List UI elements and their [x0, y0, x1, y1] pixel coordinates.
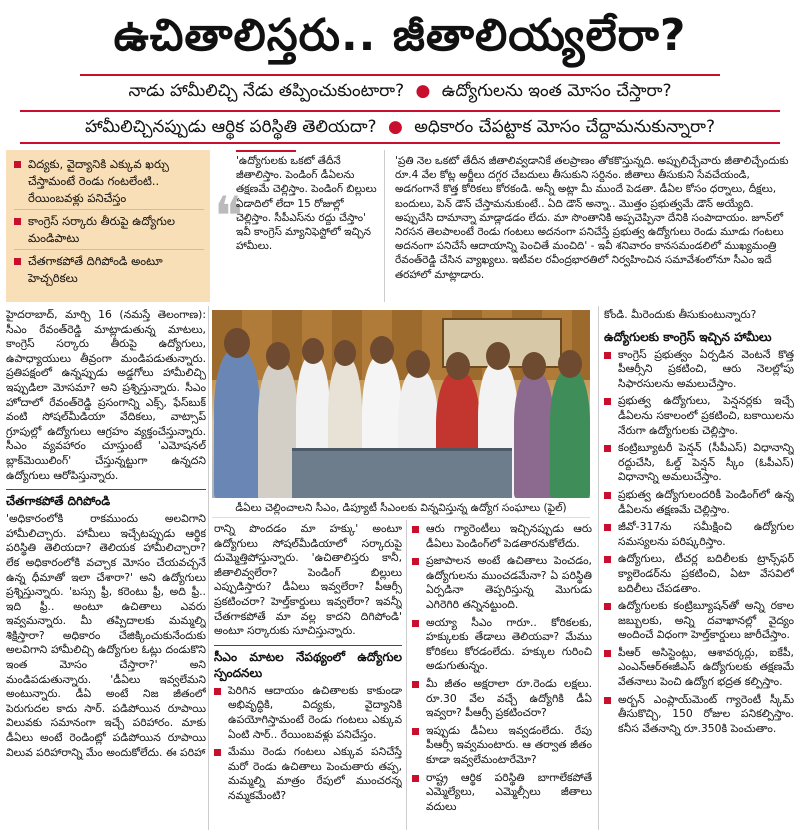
summary-item: విద్యకు, వైద్యానికి ఎక్కువ ఖర్చు చేస్తామంటే రెండు గంటలేంటి.. రేయింబవళ్లు పనిచేస్తం — [14, 156, 204, 210]
news-photo — [212, 310, 590, 498]
manifesto-quote-text: 'ఉద్యోగులకు ఒకటో తేదీనే జీతాలిస్తాం. పెండింగ్ డీఏలను తక్షణమే చెల్లిస్తాం. పెండింగ్ బిల్లులు ఏడాదిలో లేదా 15 రోజుల్లో చెల్లిస్తాం. సీపీఎస్‌ను రద్దు చేస్తాం' ఇవీ కాంగ్రెస్ మ్యానిఫెస్టోలో ఇచ్చిన హామీలు. — [236, 155, 377, 253]
deck-line-1 — [80, 74, 720, 108]
list-item: ఉద్యోగులు, టీచర్ల బదిలీలకు ట్రాన్స్‌ఫర్ క్యాలెండర్‌ను ప్రకటించి, ఏటా వేసవిలో బదిలీలు చేపడతాం. — [604, 552, 794, 596]
photo-person — [514, 372, 554, 498]
column-3 — [412, 522, 592, 830]
subhead: చేతగాకపోతే దిగిపోండి — [6, 489, 206, 509]
photo-head — [522, 352, 546, 380]
subhead: ఉద్యోగులకు కాంగ్రెస్ ఇచ్చిన హామీలు — [604, 329, 772, 344]
accent-rule — [236, 150, 296, 152]
dateline-paragraph: హైదరాబాద్, మార్చి 16 (నమస్తే తెలంగాణ): సీఎం రేవంత్‌రెడ్డి మాట్లాడుతున్న మాటలు, కాంగ్రెస్ సర్కారు తీరుపై ఉద్యోగులు, ఉపాధ్యాయులు తీవ్రంగా మండిపడుతున్నారు. ప్రతిపక్షంలో ఉన్నప్పుడు అడ్డగోలు హామీలిచ్చి ఇప్పుడిలా మోసమా? అని ప్రశ్నిస్తున్నారు. సీఎం హోదాలో రేవంత్‌రెడ్డి ప్రసంగాన్ని ఎక్స్, ఫేస్‌బుక్ వంటి సోషల్‌మీడియా వేదికలు, వాట్సాప్ గ్రూపుల్లో ఉద్యోగులు ఆగ్రహం వ్యక్తంచేస్తున్నారు. సీఎం వ్యవహారం చూస్తుంటే 'ఎమోషనల్ బ్లాక్‌మెయిలింగ్' చేస్తున్నట్టుగా ఉన్నదని ఉద్యోగులు ఆరోపిస్తున్నారు. — [6, 308, 206, 482]
list-item: రాష్ట్ర ఆర్థిక పరిస్థితి బాగాలేకపోతే ఎమ్మెల్యేలు, ఎమ్మెల్సీలు జీతాలు వదులు — [412, 771, 592, 815]
deck-line-2 — [20, 110, 780, 144]
reaction-list — [214, 684, 402, 804]
column-1 — [6, 308, 206, 830]
manifesto-quote — [236, 150, 378, 302]
photo-head — [558, 350, 582, 378]
headline: ఉచితాలిస్తరు.. జీతాలియ్యలేరా? — [113, 10, 687, 61]
list-item: అర్బన్ ఎంప్లాయ్‌మెంట్ గ్యారెంటీ స్కీమ్ తీసుకొచ్చి, 150 రోజుల పనికల్పిస్తాం. కనీస వేతనాన్ని రూ.350కి పెంచుతాం. — [604, 693, 794, 737]
photo-table — [292, 448, 512, 498]
photo-head — [370, 336, 394, 364]
list-item: ఉద్యోగులకు కంట్రిబ్యూషన్‌తో అన్ని రకాల జబ్బులకు, అన్ని దవాఖానల్లో వైద్యం అందించే విధంగా హెల్త్‌కార్డులు జారీచేస్తాం. — [604, 599, 794, 643]
summary-box — [6, 150, 210, 302]
deck-1b: ఉద్యోగులను ఇంత మోసం చేస్తారా? — [441, 81, 672, 101]
photo-head — [446, 352, 470, 380]
column-divider — [598, 306, 599, 830]
photo-head — [266, 342, 290, 370]
lead-line: కోండి. మీరెందుకు తీసుకుంటున్నారు? — [604, 308, 757, 321]
deck-2a: హామీలిచ్చినప్పుడు ఆర్థిక పరిస్థితి తెలియదా? — [84, 117, 377, 137]
list-item: కాంగ్రెస్ ప్రభుత్వం ఏర్పడిన వెంటనే కొత్త పీఆర్సీని ప్రకటించి, ఆరు నెలల్లోపు సిఫారసులను అమలుచేస్తాం. — [604, 348, 794, 392]
cm-quote: 'ప్రతి నెల ఒకటో తేదీన జీతాలివ్వడానికే తలప్రాణం తోకకొస్తున్నది. అప్పులిచ్చేవారు జీతాలిచ్చేందుకు రూ.4 వేల కోట్ల అర్జీలు దగ్గర చేబదులు తీసుకుని సర్దినం. జీతాలు తీసుకుని సేవచేయండి, అడగంగానే కొత్త కోరికలు కోరకండి. అన్నీ అట్లా మీ ముందే పెడతా. డీఏల కోసం ధర్నాలు, దీక్షలు, బందులు, పెన్ డౌన్ చేస్తామనుకుంటే.. ఏది డౌన్ అన్నా.. మొత్తం ప్రభుత్వమే డౌన్ అయ్యేది. అప్పుచేసి దామాన్నా మాడ్లాడడం లేదు. మా సొంతానికి అప్పచెప్పినా దేనికి సంపాదాయం. జూన్‌లో నిరసన తెలపాలంటే రెండు గంటలు అదనంగా పనిచేస్తే ప్రభుత్వ ఉద్యోగులు రెండు మూడు గంటలు అదనంగా పనిచేసే ఆదాయాన్ని పెంచితే మంచిది' - ఇవీ శనివారం కానసమండలిలో ముఖ్యమంత్రి రేవంత్‌రెడ్డి చేసిన వ్యాఖ్యలు. ఇటీవల రవీంద్రభారతిలో నిర్వహించిన సమావేశంలోనూ సీఎం ఇదే తరహాలో మాట్లాడారు. — [384, 150, 794, 302]
list-item: ప్రభుత్వ ఉద్యోగులు, పెన్షనర్లకు ఇచ్చే డీఏలను సకాలంలో ప్రకటించి, బకాయిలను నేరుగా ఉద్యోగులకు చెల్లిస్తాం. — [604, 394, 794, 438]
list-item: ప్రజాపాలన అంటే ఉచితాలు పెంచడం, ఉద్యోగులను ముంచడమేనా? ఏ పరిస్థితి ఏర్పడినా తెప్పరిస్తున్న మొగుడు ఎగిరెగిరి తన్నినట్టుంది. — [412, 554, 592, 612]
column-divider — [208, 306, 209, 830]
list-item: ఇప్పుడు డీఏలు ఇవ్వడంలేదు. రేపు పీఆర్సీ ఇవ్వమంటారు. ఆ తర్వాత జీతం కూడా ఇవ్వలేమంటారేమో? — [412, 724, 592, 768]
column-divider — [406, 520, 407, 830]
column-4 — [604, 308, 794, 830]
photo-person — [214, 350, 260, 498]
reaction-list — [412, 522, 592, 814]
photo-head — [334, 340, 356, 366]
list-item: ఆరు గ్యారెంటీలు ఇచ్చినప్పుడు ఆరు డీఏలు పెండింగ్‌లో పెడతారనుకోలేదు. — [412, 522, 592, 551]
photo-caption: డీఏలు చెల్లించాలని సీఎం, డిప్యూటీ సీఎంలకు విన్నవిస్తున్న ఉద్యోగ సంఘాలు (ఫైల్) — [212, 498, 590, 518]
bullet-dot-icon: ● — [415, 81, 431, 101]
photo-head — [406, 350, 430, 378]
list-item: అయ్యా సీఎం గారూ.. కోరికలకు, హక్కులకు తేడాలు తెలియవా? మేము కోరికలు కోరడంలేదు. హక్కుల గురించి అడుగుతున్నం. — [412, 616, 592, 674]
body-paragraph: 'అధికారంలోకి రాకముందు అలవిగాని హామీలిచ్చారు. హామీలు ఇచ్చేటప్పుడు ఆర్థిక పరిస్థితి తెలియదా? తెలియక హామీలిచ్చారా? లేక అధికారంలోకి వచ్చాక మోసం చేయవచ్చనే ఉన్న ధీమాతో ఇలా చేశారా?' అని ఉద్యోగులు ప్రశ్నిస్తున్నారు. 'బస్సు ఫ్రీ, కరెంటు ఫ్రీ, అది ఫ్రీ.. ఇది ఫ్రీ.. అంటూ ఉచితాలు ఎవరు ఇవ్వమన్నారు. మీ తప్పిదాలకు మమ్మల్ని శిక్షిస్తారా? అధికారం చేజిక్కించుకునేందుకు అలవిగాని హామీలిచ్చి ఉద్యోగుల ఓట్లు దండుకొని ఇంత మోసం చేస్తారా?' అని మండిపడుతున్నారు. 'డీఏలు ఇవ్వలేమని అంటున్నారు. డీఏ అంటే నిజ జీతంలో పెరుగుదల కాదు సార్. పడిపోయిన రూపాయి విలువకు సమానంగా ఇచ్చే పరిహారం. మాకు డీఏలు అంటే రెండింట్లో పడిపోయిన రూపాయి విలువ పరిహారాన్ని మేం అందుకోలేదు. ఈ పరిహా — [6, 512, 206, 759]
summary-item: చేతగాకపోతే దిగిపోండి అంటూ హెచ్చరికలు — [14, 253, 204, 289]
list-item: జీవో-317ను సమీక్షించి ఉద్యోగుల సమస్యలను పరిష్కరిస్తాం. — [604, 520, 794, 549]
deck-2b: అధికారం చేపట్టాక మోసం చేద్దామనుకున్నారా? — [414, 117, 715, 137]
subhead: సీఎం మాటల నేపథ్యంలో ఉద్యోగుల స్పందనలు — [214, 645, 402, 681]
list-item: ప్రభుత్వ ఉద్యోగులందరికీ పెండింగ్‌లో ఉన్న డీఏలను తక్షణమే చెల్లిస్తాం. — [604, 488, 794, 517]
list-item: మేము రెండు గంటలు ఎక్కువ పనిచేస్తే మరో రెండు ఉచితాలు పెంచుతారు తప్ప, మమ్మల్ని మాత్రం రేపులో ముంచరన్న నమ్మకమేంటి? — [214, 745, 402, 803]
quote-mark-icon: ❝ — [214, 185, 244, 248]
photo-head — [302, 338, 324, 364]
photo-person — [550, 370, 590, 498]
deck-1a: నాడు హామీలిచ్చి నేడు తప్పించుకుంటారా? — [128, 81, 405, 101]
photo-head — [486, 342, 510, 370]
list-item: పీఆర్ అసిస్టెంట్లు, ఆశావర్కర్లు, ఐకేపీ, ఎంఎన్ఆర్ఈజీఎస్ ఉద్యోగులకు తక్షణమే వేతనాలు పెంచి ఉద్యోగ భద్రత కల్పిస్తాం. — [604, 646, 794, 690]
bullet-dot-icon: ● — [387, 117, 403, 137]
list-item: కంట్రిబ్యూటరీ పెన్షన్ (సీపీఎస్) విధానాన్ని రద్దుచేసి, ఓల్డ్ పెన్షన్ స్కీం (ఓపీఎస్) విధానాన్ని అమలుచేస్తాం. — [604, 441, 794, 485]
column-2 — [214, 522, 402, 830]
promise-list — [604, 348, 794, 737]
list-item: మీ జీతం అక్షరాలా రూ.రెండు లక్షలు. రూ.30 వేల వచ్చే ఉద్యోగికి డీఏ ఇవ్వరా? పీఆర్సీ ప్రకటించరా? — [412, 677, 592, 721]
body-paragraph: రాన్ని పొందడం మా హక్కు' అంటూ ఉద్యోగులు సోషల్‌మీడియాలో సర్కారుపై దుమ్మెత్తిపోస్తున్నారు. 'ఉచితాలిస్తరు కానీ, జీతాలివ్వలేరా? పెండింగ్ బిల్లులు ఎప్పుడిస్తారు? డీఏలు ఇవ్వలేరా? పీఆర్సీ ప్రకటించరా? హెల్త్‌కార్డులు ఇవ్వలేరా? ఇవన్నీ చేతగాకపోతే మా వల్ల కాదని దిగిపోండి' అంటూ సర్కారుకు సూచిస్తున్నారు. — [214, 522, 402, 638]
summary-item: కాంగ్రెస్ సర్కారు తీరుపై ఉద్యోగుల మండిపాటు — [14, 213, 204, 250]
list-item: పెరిగిన ఆదాయం ఉచితాలకు కాకుండా అభివృద్ధికి, విద్యకు, వైద్యానికి ఉపయోగిస్తామంటే రెండు గంటలు ఎక్కువ ఏంటి సార్.. రేయింబవళ్లు పనిచేస్తం. — [214, 684, 402, 742]
photo-head — [224, 328, 250, 358]
